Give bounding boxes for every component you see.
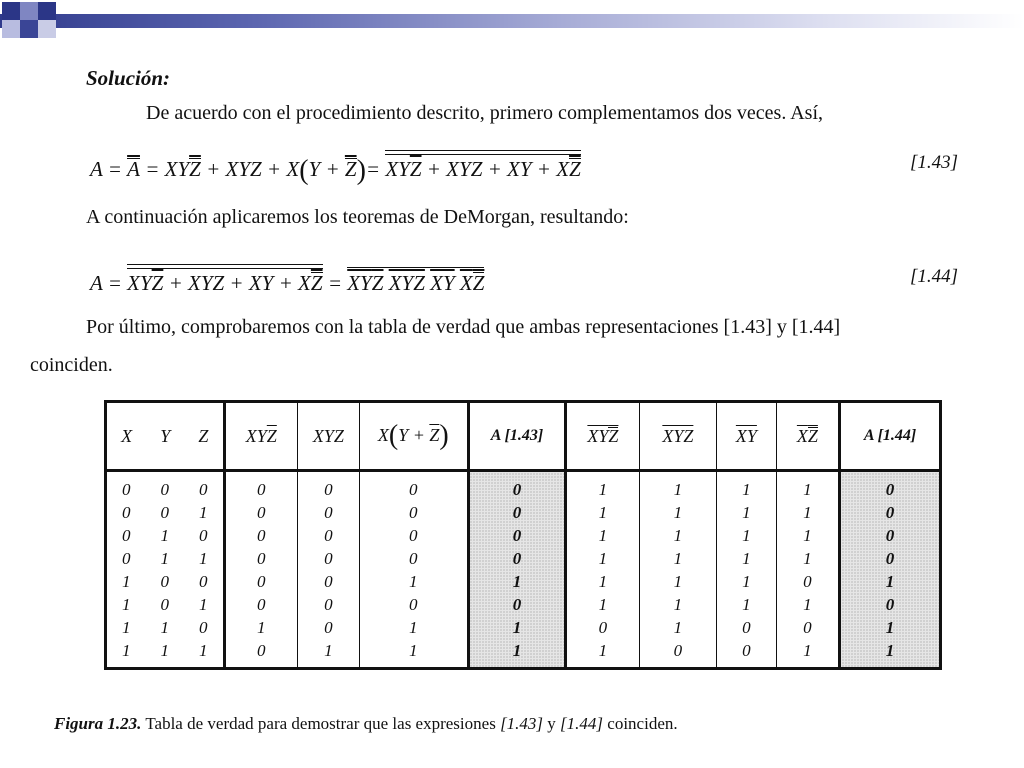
decor-square [20, 2, 38, 20]
column-not-xyz [639, 471, 716, 668]
table-cell: 0 [324, 595, 333, 614]
table-row [107, 524, 223, 547]
column-a-1-43 [468, 471, 565, 668]
figure-caption [54, 714, 678, 734]
table-cell: 0 [257, 480, 266, 499]
table-cell: 1 [742, 549, 751, 568]
cell-z: 0 [199, 572, 208, 591]
table-cell: 1 [673, 526, 683, 545]
header-a-1-44: A [1.44] [840, 403, 939, 471]
table-cell: 1 [803, 549, 812, 568]
table-cell: 1 [673, 480, 683, 499]
cell-y: 1 [160, 618, 169, 637]
table-cell: 0 [673, 641, 683, 660]
equation-number-1-43: [1.43] [910, 152, 959, 173]
cell-x: 1 [122, 595, 131, 614]
table-cell: 1 [885, 641, 895, 660]
table-cell: 1 [803, 641, 812, 660]
column-x-y-plus-zbar [359, 471, 468, 668]
cell-z: 1 [199, 549, 208, 568]
truth-table [104, 400, 942, 670]
table-row [107, 478, 223, 501]
cell-z: 1 [199, 595, 208, 614]
table-cell: 0 [257, 595, 266, 614]
table-cell: 1 [598, 526, 608, 545]
cell-y: 1 [160, 641, 169, 660]
table-cell: 1 [803, 480, 812, 499]
table-cell: 0 [409, 549, 418, 568]
table-cell: 0 [885, 549, 895, 568]
header-a-1-43: A [1.43] [468, 403, 565, 471]
cell-x: 0 [122, 549, 131, 568]
table-row [107, 501, 223, 524]
table-cell: 0 [598, 618, 608, 637]
table-cell: 1 [324, 641, 333, 660]
table-cell: 1 [742, 595, 751, 614]
table-cell: 0 [324, 480, 333, 499]
column-xyz [298, 471, 360, 668]
table-cell: 1 [409, 618, 418, 637]
header-xyz: XYZ [298, 403, 360, 471]
table-cell: 1 [803, 503, 812, 522]
cell-x: 1 [122, 618, 131, 637]
cell-x: 0 [122, 480, 131, 499]
table-cell: 1 [803, 526, 812, 545]
table-cell: 0 [885, 526, 895, 545]
table-cell: 0 [257, 549, 266, 568]
table-cell: 1 [673, 503, 683, 522]
table-cell: 0 [742, 618, 751, 637]
cell-z: 0 [199, 526, 208, 545]
equation-1-44: $A = XY\overline{Z}$ + XYZ + XY + $X\overline{Z}$ = XYZ $\overline{XYZ}$ $\overline{XY}$ XZ [90, 264, 484, 296]
table-cell: 1 [742, 503, 751, 522]
header-band [0, 14, 1024, 28]
table-cell: 0 [324, 618, 333, 637]
table-cell: 1 [409, 641, 418, 660]
table-cell: 1 [598, 503, 608, 522]
equation-number-1-44: [1.44] [910, 266, 959, 287]
table-cell: 0 [885, 503, 895, 522]
cell-y: 0 [160, 595, 169, 614]
table-cell: 0 [885, 595, 895, 614]
table-cell: 1 [598, 572, 608, 591]
table-cell: 0 [324, 526, 333, 545]
table-cell: 0 [409, 503, 418, 522]
table-cell: 1 [673, 618, 683, 637]
table-cell: 0 [324, 549, 333, 568]
table-cell: 1 [257, 618, 266, 637]
header-not-xyz: $\overline{XYZ}$ [639, 403, 716, 471]
table-cell: 0 [512, 595, 522, 614]
decor-square [2, 2, 20, 20]
paragraph-3-continued: coinciden. [30, 354, 113, 376]
table-row [107, 616, 223, 639]
cell-z: 1 [199, 503, 208, 522]
table-cell: 1 [512, 618, 522, 637]
table-cell: 1 [512, 641, 522, 660]
table-cell: 0 [324, 503, 333, 522]
caption-ref-1: [1.43] [500, 714, 544, 733]
table-row [107, 593, 223, 616]
table-cell: 1 [742, 572, 751, 591]
cell-z: 0 [199, 618, 208, 637]
cell-x: 0 [122, 526, 131, 545]
table-cell: 1 [742, 480, 751, 499]
table-cell: 0 [512, 480, 522, 499]
table-cell: 1 [598, 549, 608, 568]
table-cell: 0 [742, 641, 751, 660]
table-cell: 1 [803, 595, 812, 614]
column-xyz-values [107, 471, 224, 668]
table-cell: 0 [257, 526, 266, 545]
table-cell: 1 [885, 618, 895, 637]
table-cell: 1 [598, 595, 608, 614]
table-cell: 1 [598, 641, 608, 660]
table-cell: 0 [409, 595, 418, 614]
cell-y: 1 [160, 526, 169, 545]
table-cell: 1 [742, 526, 751, 545]
column-xy-zbar [224, 471, 298, 668]
table-cell: 1 [673, 549, 683, 568]
table-cell: 0 [512, 503, 522, 522]
table-row [107, 639, 223, 662]
column-not-xy-zbar [566, 471, 639, 668]
table-cell: 1 [598, 480, 608, 499]
cell-y: 0 [160, 572, 169, 591]
header-xyz-vars: X Y Z [107, 403, 224, 471]
cell-x: 1 [122, 641, 131, 660]
table-cell: 0 [512, 549, 522, 568]
table-cell: 1 [673, 595, 683, 614]
table-row [107, 547, 223, 570]
table-cell: 0 [803, 572, 812, 591]
table-cell: 0 [257, 641, 266, 660]
cell-x: 0 [122, 503, 131, 522]
decor-square [38, 2, 56, 20]
header-xy-zbar: $XY\overline{Z}$ [224, 403, 298, 471]
table-cell: 0 [257, 572, 266, 591]
table-cell: 0 [512, 526, 522, 545]
figure-label: Figura 1.23. [54, 714, 142, 733]
table-cell: 0 [324, 572, 333, 591]
table-cell: 1 [885, 572, 895, 591]
decor-square [2, 20, 20, 38]
table-cell: 0 [257, 503, 266, 522]
header-not-xy-zbar: XYZ [566, 403, 639, 471]
decor-square [20, 20, 38, 38]
decor-square [38, 20, 56, 38]
cell-y: 1 [160, 549, 169, 568]
header-not-x-zbar: XZ [776, 403, 839, 471]
table-cell: 1 [409, 572, 418, 591]
table-cell: 0 [409, 526, 418, 545]
caption-end: coinciden. [607, 714, 678, 733]
header-x-y-plus-zbar: $X(Y + \overline{Z})$ [359, 403, 468, 471]
table-row [107, 570, 223, 593]
caption-ref-2: [1.44] [560, 714, 604, 733]
paragraph-2: A continuación aplicaremos los teoremas de DeMorgan, resultando: [86, 206, 629, 228]
solution-heading: Solución: [86, 66, 171, 90]
caption-text-y: y [547, 714, 556, 733]
cell-z: 0 [199, 480, 208, 499]
equation-1-43: $A = \overline{A} = XY\overline{Z}$ + XYZ + $X(Y + \overline{Z})= XY\overline{Z}$ + XYZ + XY + $X\overline{Z}$ [90, 150, 581, 187]
table-cell: 0 [409, 480, 418, 499]
paragraph-1: De acuerdo con el procedimiento descrito, primero complementamos dos veces. Así, [146, 102, 824, 124]
column-not-xy [717, 471, 777, 668]
paragraph-3: Por último, comprobaremos con la tabla de verdad que ambas representaciones [1.43] y [1.44] [86, 316, 841, 338]
caption-text: Tabla de verdad para demostrar que las expresiones [145, 714, 496, 733]
table-cell: 0 [803, 618, 812, 637]
header-not-xy: $\overline{XY}$ [717, 403, 777, 471]
column-a-1-44 [840, 471, 939, 668]
cell-y: 0 [160, 503, 169, 522]
cell-x: 1 [122, 572, 131, 591]
column-not-x-zbar [776, 471, 839, 668]
cell-y: 0 [160, 480, 169, 499]
table-cell: 1 [673, 572, 683, 591]
cell-z: 1 [199, 641, 208, 660]
table-cell: 0 [885, 480, 895, 499]
table-cell: 1 [512, 572, 522, 591]
